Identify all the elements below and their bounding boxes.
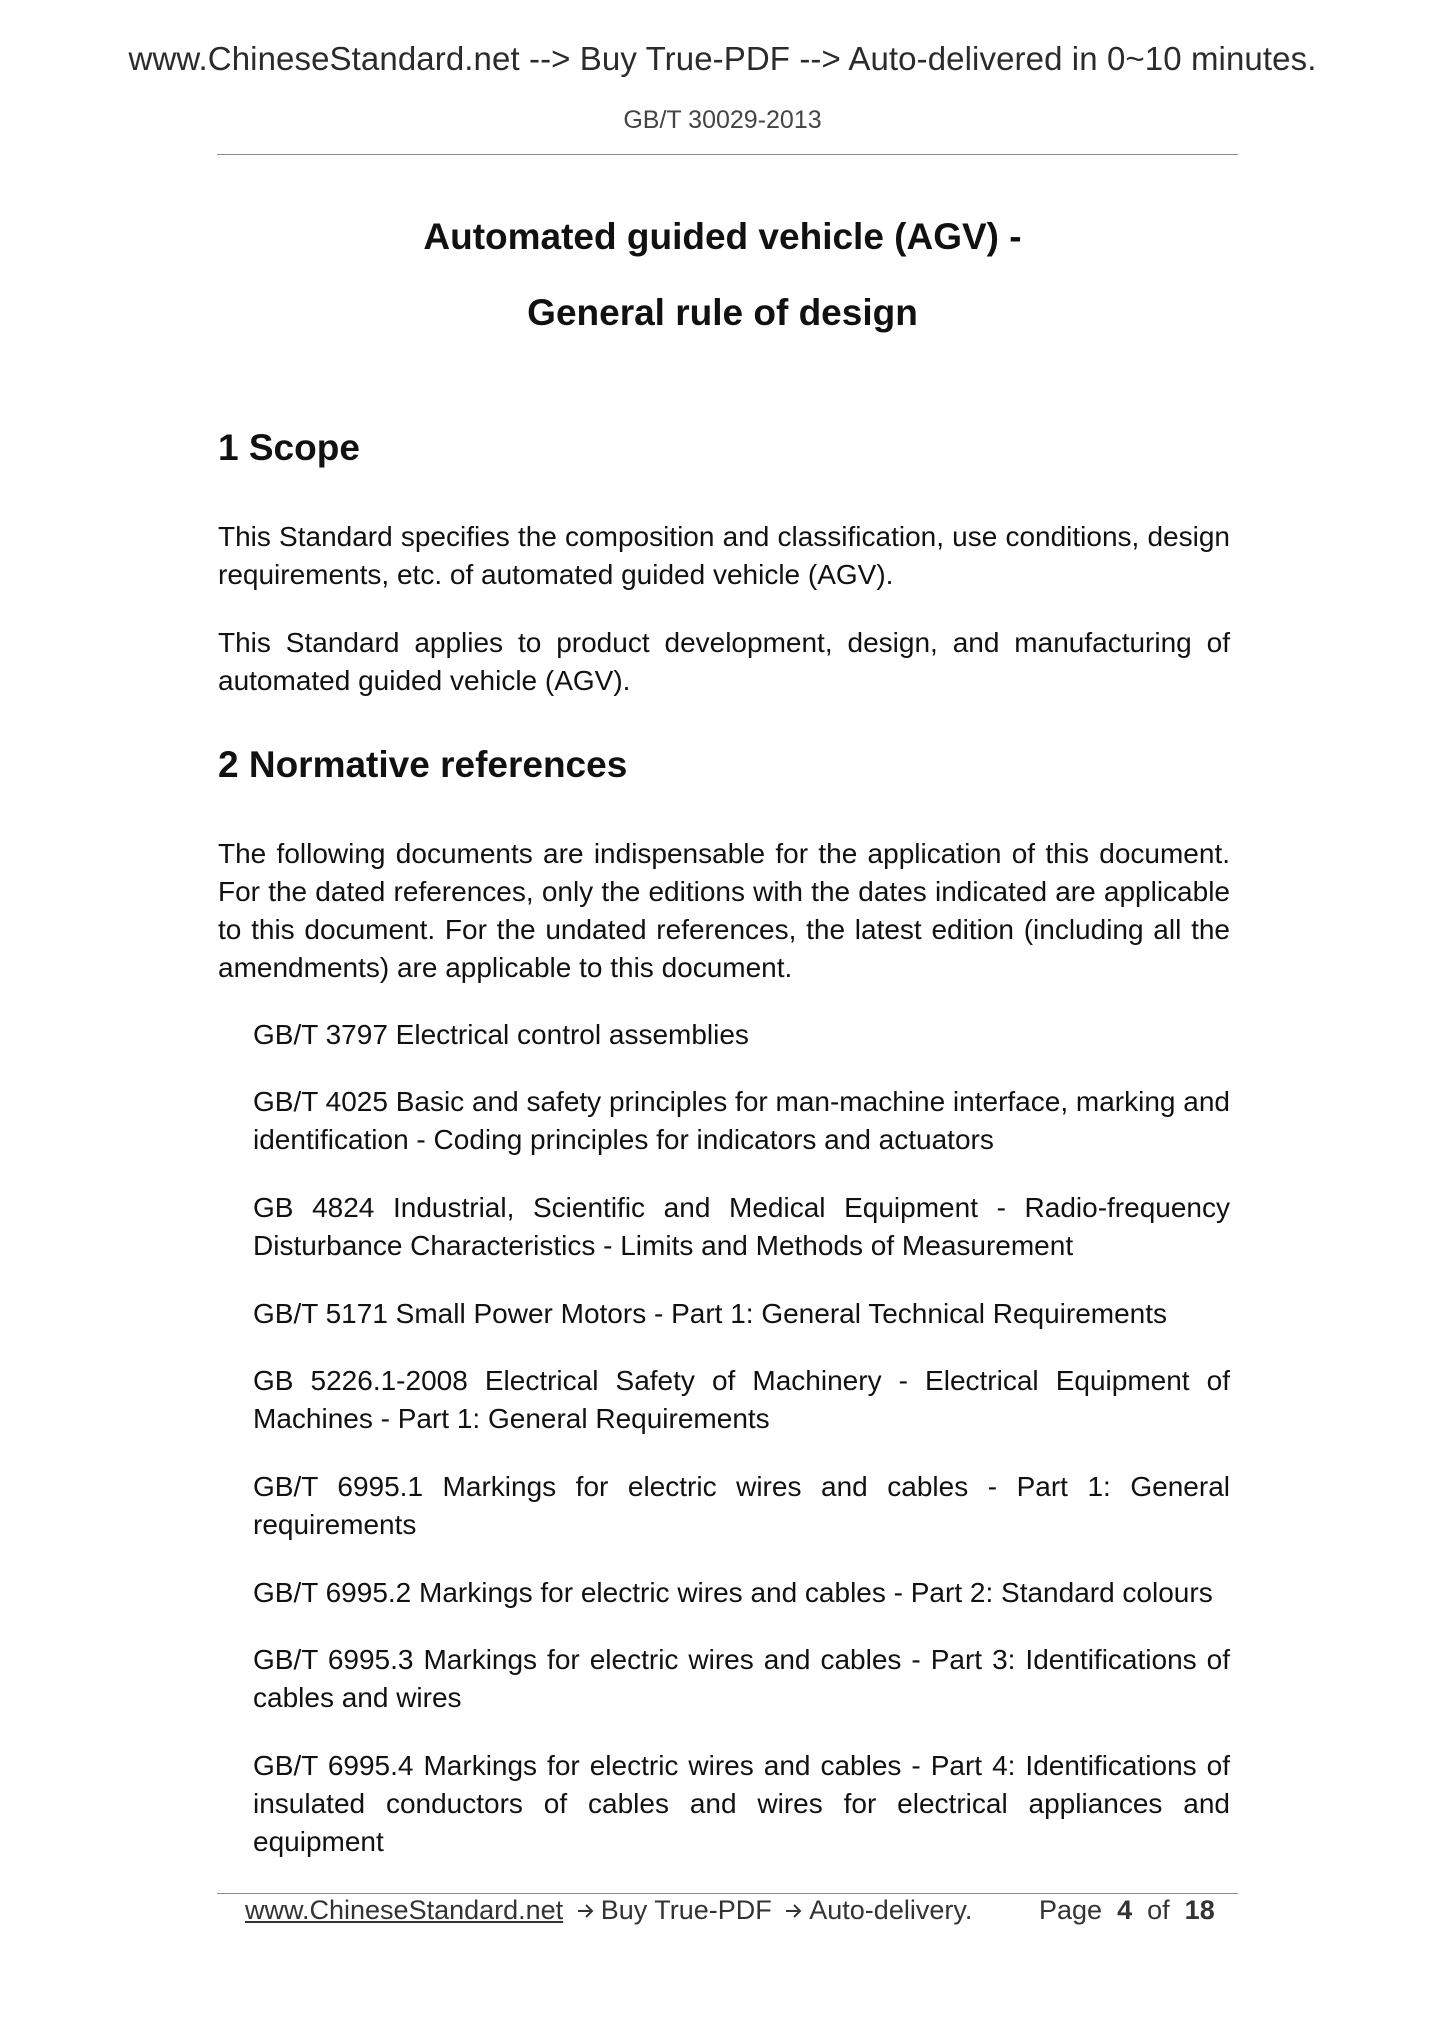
reference-item: GB/T 4025 Basic and safety principles for man-machine interface, marking and identification - Coding principles for indicators and actuators [253,1086,1230,1155]
document-title-line-2: General rule of design [527,292,918,333]
footer-delivery-text: Auto-delivery. [809,1895,973,1925]
top-banner[interactable]: www.ChineseStandard.net --> Buy True-PDF --> Auto-delivered in 0~10 minutes. [128,40,1317,77]
reference-item: GB 5226.1-2008 Electrical Safety of Machinery - Electrical Equipment of Machines - Part 1: General Requirements [253,1365,1230,1434]
reference-item: GB 4824 Industrial, Scientific and Medical Equipment - Radio-frequency Disturbance Characteristics - Limits and Methods of Measurement [253,1192,1230,1261]
document-title-line-1: Automated guided vehicle (AGV) - [423,216,1022,257]
page-label: Page [1039,1895,1103,1925]
page-current: 4 [1117,1895,1133,1925]
reference-item: GB/T 6995.1 Markings for electric wires and cables - Part 1: General requirements [253,1471,1230,1540]
scope-paragraph: This Standard applies to product development, design, and manufacturing of automated guided vehicle (AGV). [218,627,1230,696]
document-code: GB/T 30029-2013 [623,106,822,134]
normative-intro-paragraph: The following documents are indispensable for the application of this document. For the dated references, only the editions with the dates indicated are applicable to this document. For the undated references, the latest edition (including all the amendments) are applicable to this document. [218,838,1230,983]
reference-item: GB/T 6995.4 Markings for electric wires and cables - Part 4: Identifications of insulated conductors of cables and wires for electrical appliances and equipment [253,1750,1230,1857]
page-number [1039,1895,1215,1926]
footer-divider [217,1893,1238,1894]
header-divider [217,154,1238,155]
footer-site-link[interactable]: www.ChineseStandard.net [245,1895,564,1925]
section-heading-scope: 1 Scope [218,427,360,468]
reference-item: GB/T 5171 Small Power Motors - Part 1: General Technical Requirements [253,1298,1168,1329]
footer-text [245,1895,972,1927]
right-arrow-icon [577,1896,595,1927]
right-arrow-icon [785,1896,803,1927]
footer-buy-text: Buy True-PDF [600,1895,772,1925]
reference-item: GB/T 6995.2 Markings for electric wires and cables - Part 2: Standard colours [253,1577,1213,1608]
reference-item: GB/T 3797 Electrical control assemblies [253,1019,749,1050]
section-heading-normative-references: 2 Normative references [218,744,628,785]
scope-paragraph: This Standard specifies the composition and classification, use conditions, design requirements, etc. of automated guided vehicle (AGV). [218,521,1230,590]
reference-item: GB/T 6995.3 Markings for electric wires and cables - Part 3: Identifications of cables and wires [253,1644,1230,1713]
page-of: of [1147,1895,1170,1925]
page-total: 18 [1184,1895,1215,1925]
